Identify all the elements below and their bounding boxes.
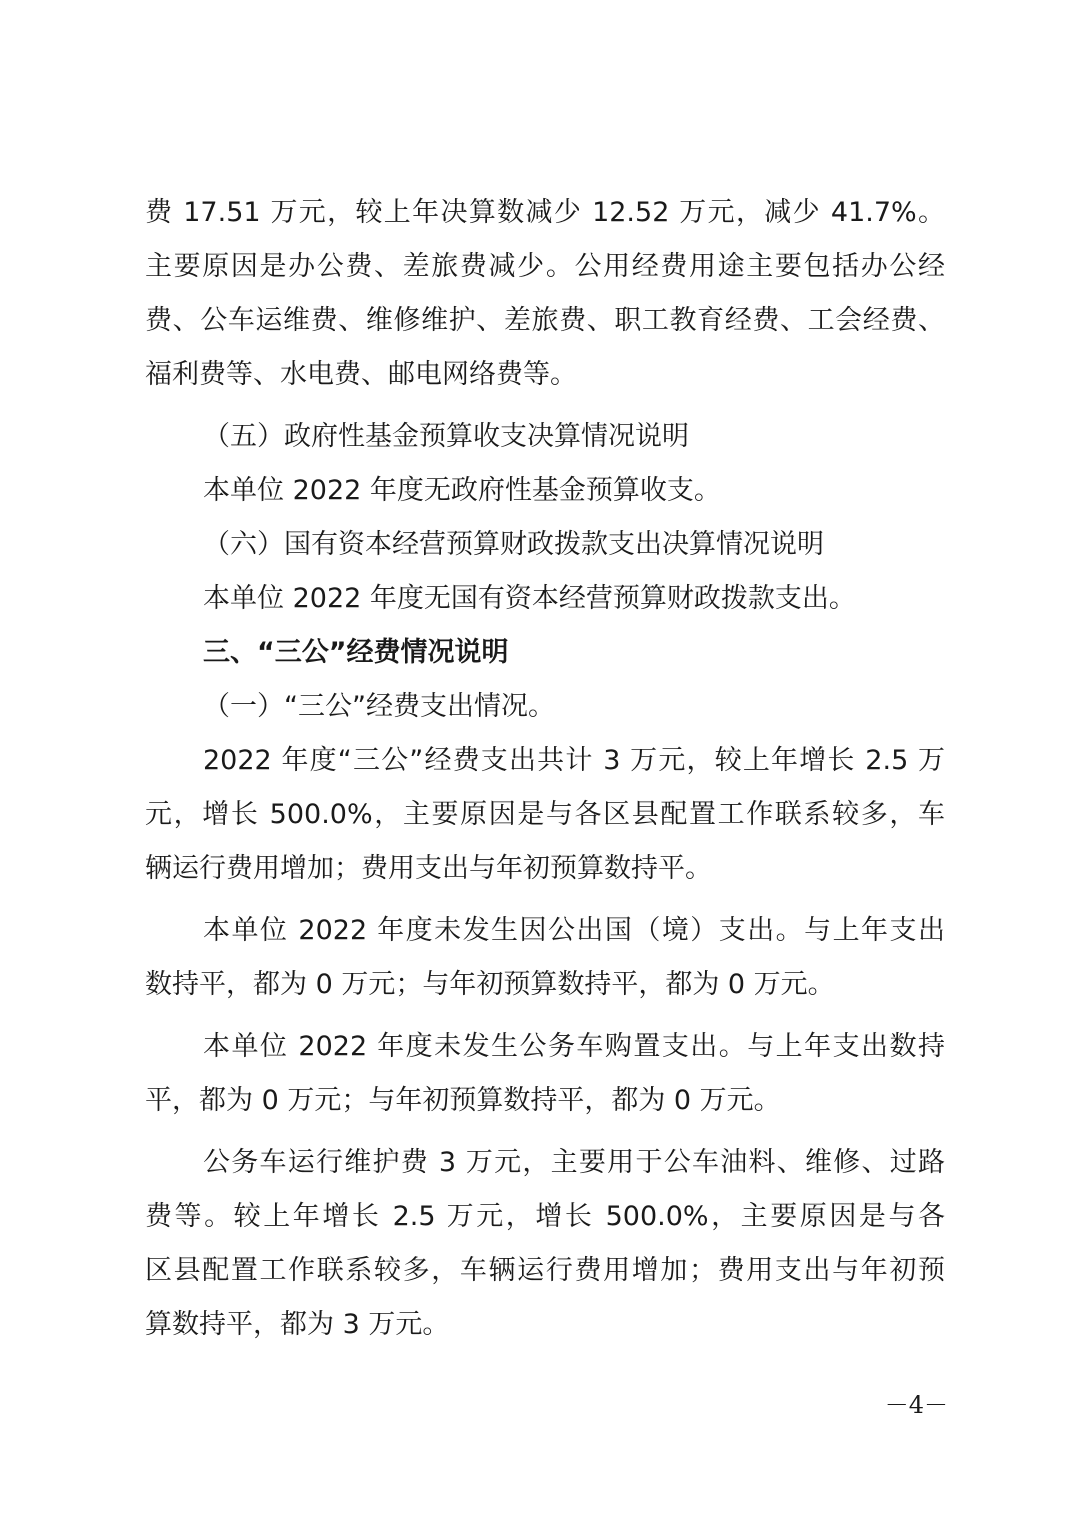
text-line: 数持平，都为 0 万元；与年初预算数持平，都为 0 万元。 — [145, 969, 835, 1000]
section-heading: （五）政府性基金预算收支决算情况说明 — [203, 421, 689, 452]
text-line: 辆运行费用增加；费用支出与年初预算数持平。 — [145, 853, 712, 884]
section-heading: （一）“三公”经费支出情况。 — [203, 691, 555, 722]
text-line: 算数持平，都为 3 万元。 — [145, 1309, 450, 1340]
text-line: 本单位 2022 年度未发生因公出国（境）支出。与上年支出 — [203, 915, 945, 946]
text-line: 福利费等、水电费、邮电网络费等。 — [145, 359, 577, 390]
text-line: 本单位 2022 年度无国有资本经营预算财政拨款支出。 — [203, 583, 856, 614]
text-line: 本单位 2022 年度无政府性基金预算收支。 — [203, 475, 721, 506]
chapter-heading: 三、“三公”经费情况说明 — [203, 637, 509, 668]
text-line: 2022 年度“三公”经费支出共计 3 万元，较上年增长 2.5 万 — [203, 745, 945, 776]
text-line: 费 17.51 万元，较上年决算数减少 12.52 万元，减少 41.7%。 — [145, 197, 945, 228]
text-line: 元，增长 500.0%，主要原因是与各区县配置工作联系较多，车 — [145, 799, 945, 830]
section-heading: （六）国有资本经营预算财政拨款支出决算情况说明 — [203, 529, 824, 560]
text-line: 本单位 2022 年度未发生公务车购置支出。与上年支出数持 — [203, 1031, 945, 1062]
text-line: 费等。较上年增长 2.5 万元，增长 500.0%，主要原因是与各 — [145, 1201, 945, 1232]
body-text — [145, 186, 945, 1352]
text-line: 费、公车运维费、维修维护、差旅费、职工教育经费、工会经费、 — [145, 305, 945, 336]
page-number: －4－ — [884, 1391, 948, 1419]
text-line: 区县配置工作联系较多，车辆运行费用增加；费用支出与年初预 — [145, 1255, 945, 1286]
text-line: 主要原因是办公费、差旅费减少。公用经费用途主要包括办公经 — [145, 251, 945, 282]
text-line: 平，都为 0 万元；与年初预算数持平，都为 0 万元。 — [145, 1085, 781, 1116]
text-line: 公务车运行维护费 3 万元，主要用于公车油料、维修、过路 — [203, 1147, 945, 1178]
